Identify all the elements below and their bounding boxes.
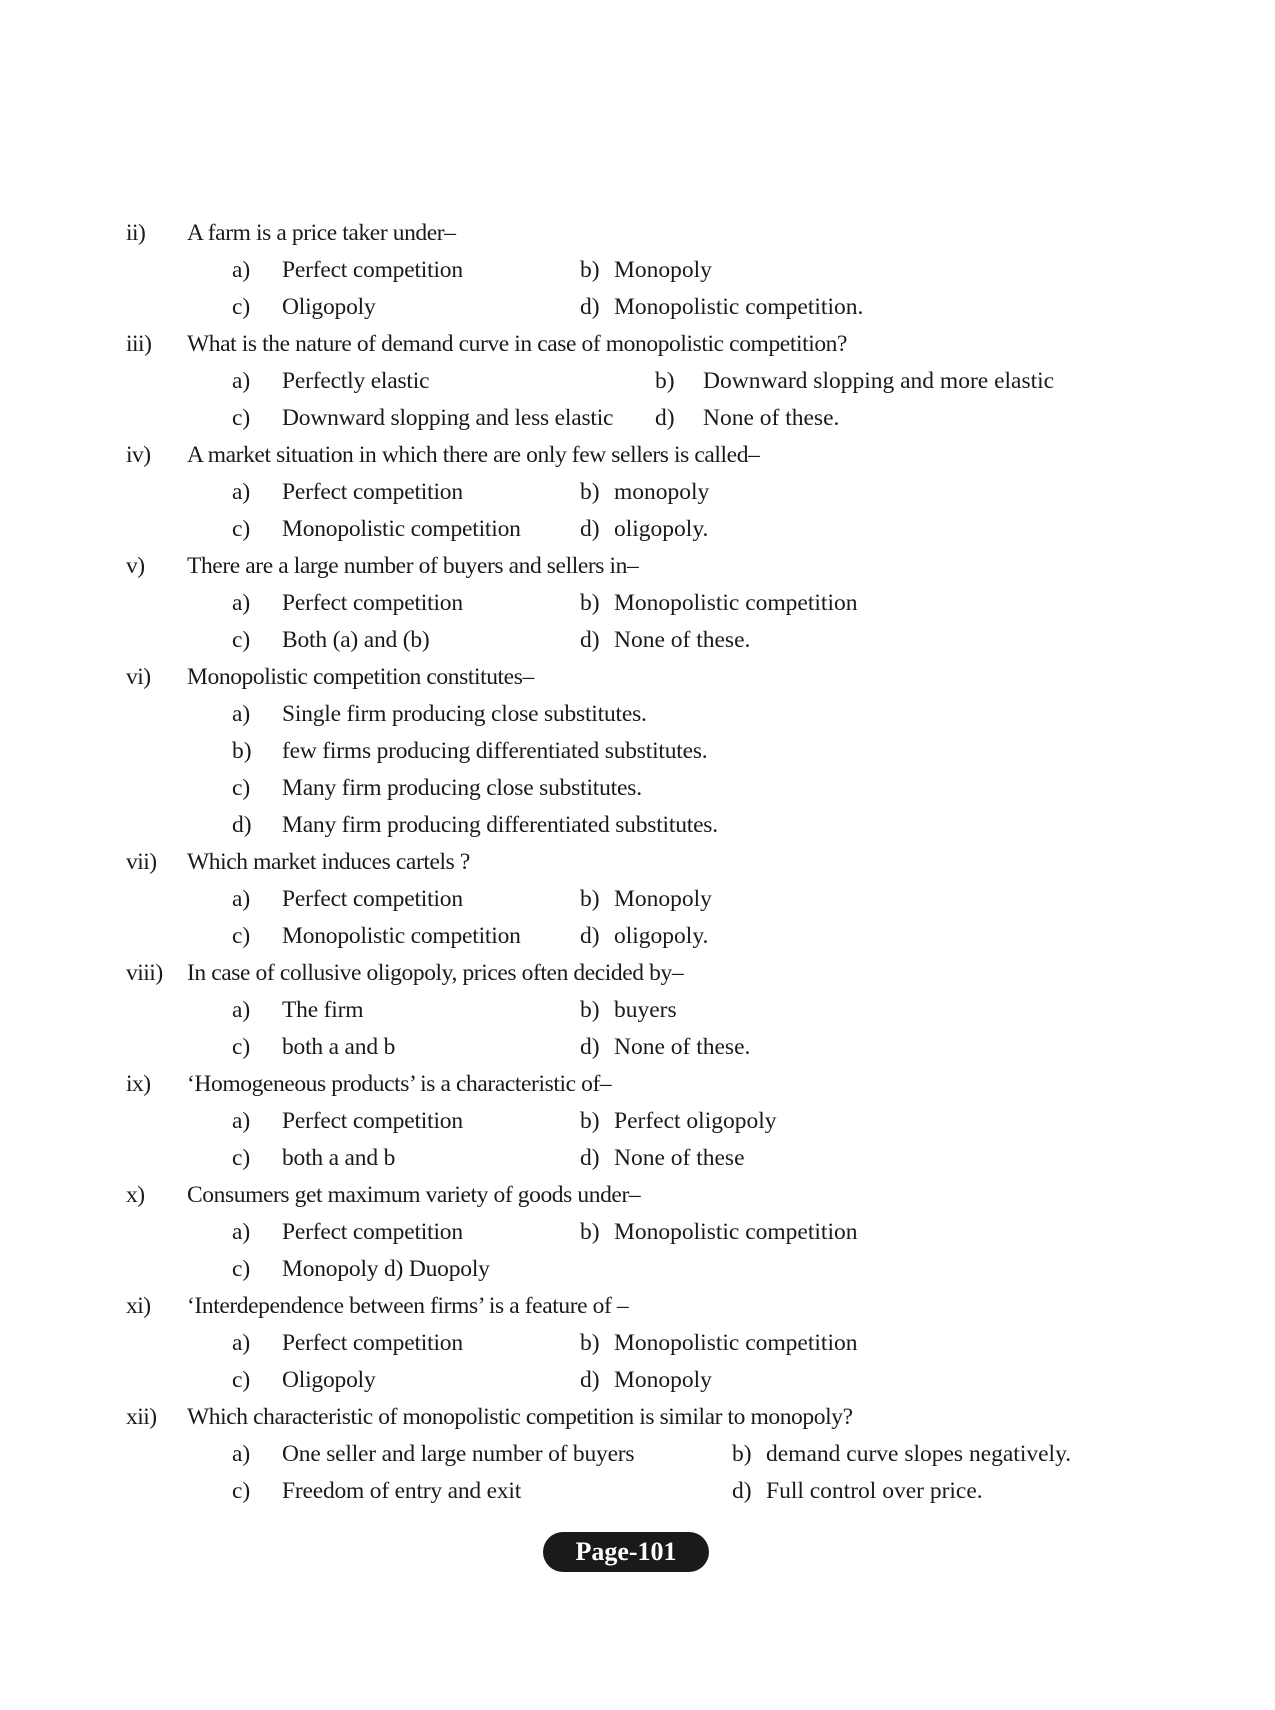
option-right <box>580 1029 750 1066</box>
option-text: Perfect competition <box>282 257 463 283</box>
option-right <box>655 400 839 437</box>
option-letter: d) <box>580 516 600 542</box>
option-letter: b) <box>655 368 675 394</box>
question-line <box>0 844 1275 881</box>
option-letter: b) <box>580 479 600 505</box>
option-row <box>0 1251 1275 1288</box>
option-letter: d) <box>580 1367 600 1393</box>
option-text: Monopoly <box>614 886 712 912</box>
option-letter: a) <box>232 997 251 1023</box>
option-text: Freedom of entry and exit <box>282 1478 522 1504</box>
option-letter: c) <box>232 1034 251 1060</box>
question-text: ‘Interdependence between firms’ is a feature of – <box>187 1293 629 1319</box>
question-number: xii) <box>126 1404 157 1430</box>
option-letter: a) <box>232 701 251 727</box>
option-text: Single firm producing close substitutes. <box>282 701 647 727</box>
question-number: ix) <box>126 1071 151 1097</box>
option-letter: b) <box>580 1330 600 1356</box>
page-number-badge: Page-101 <box>543 1532 709 1572</box>
option-letter: b) <box>580 886 600 912</box>
option-letter: a) <box>232 368 251 394</box>
option-text: oligopoly. <box>614 516 709 542</box>
option-right <box>580 474 709 511</box>
option-letter: c) <box>232 923 251 949</box>
option-text: None of these <box>614 1145 745 1171</box>
option-text: None of these. <box>703 405 840 431</box>
option-right <box>580 622 750 659</box>
question-number: vii) <box>126 849 157 875</box>
option-text: Monopoly <box>614 257 712 283</box>
option-letter: b) <box>580 997 600 1023</box>
option-text: Many firm producing close substitutes. <box>282 775 642 801</box>
option-letter: c) <box>232 516 251 542</box>
option-row <box>0 1214 1275 1251</box>
question-line <box>0 215 1275 252</box>
option-text: Perfect competition <box>282 1330 463 1356</box>
option-right <box>580 918 708 955</box>
option-text: Monopolistic competition <box>614 590 858 616</box>
option-letter: a) <box>232 1330 251 1356</box>
option-row <box>0 1362 1275 1399</box>
option-letter: d) <box>655 405 675 431</box>
option-row <box>0 807 1275 844</box>
question-line <box>0 659 1275 696</box>
option-letter: a) <box>232 257 251 283</box>
option-right <box>580 585 857 622</box>
question-number: v) <box>126 553 145 579</box>
option-text: Monopolistic competition. <box>614 294 864 320</box>
option-letter: d) <box>580 627 600 653</box>
question-text: Which market induces cartels ? <box>187 849 470 875</box>
option-letter: a) <box>232 886 251 912</box>
option-text: Perfect competition <box>282 590 463 616</box>
option-letter: c) <box>232 405 251 431</box>
option-row <box>0 289 1275 326</box>
option-text: Downward slopping and more elastic <box>703 368 1055 394</box>
question-number: viii) <box>126 960 163 986</box>
question-text: Which characteristic of monopolistic competition is similar to monopoly? <box>187 1404 853 1430</box>
option-letter: d) <box>580 923 600 949</box>
option-letter: c) <box>232 1145 251 1171</box>
question-number: x) <box>126 1182 145 1208</box>
option-text: Monopoly d) Duopoly <box>282 1256 490 1282</box>
option-text: The firm <box>282 997 364 1023</box>
option-letter: a) <box>232 1219 251 1245</box>
option-letter: c) <box>232 294 251 320</box>
option-right <box>580 511 708 548</box>
option-right <box>580 1214 857 1251</box>
option-row <box>0 733 1275 770</box>
option-row <box>0 622 1275 659</box>
option-text: Perfect competition <box>282 1108 463 1134</box>
option-text: buyers <box>614 997 677 1023</box>
option-row <box>0 918 1275 955</box>
option-letter: b) <box>580 1108 600 1134</box>
option-row <box>0 1029 1275 1066</box>
option-letter: d) <box>580 1034 600 1060</box>
option-letter: c) <box>232 1256 251 1282</box>
question-text: Consumers get maximum variety of goods under– <box>187 1182 641 1208</box>
option-text: Perfect competition <box>282 886 463 912</box>
option-letter: a) <box>232 590 251 616</box>
question-text: A farm is a price taker under– <box>187 220 456 246</box>
question-text: ‘Homogeneous products’ is a characteristic of– <box>187 1071 612 1097</box>
question-line <box>0 548 1275 585</box>
question-text: What is the nature of demand curve in case of monopolistic competition? <box>187 331 848 357</box>
option-text: Full control over price. <box>766 1478 983 1504</box>
option-row <box>0 511 1275 548</box>
option-text: Monopolistic competition <box>282 923 521 949</box>
option-row <box>0 474 1275 511</box>
option-text: Monopolistic competition <box>282 516 521 542</box>
option-letter: c) <box>232 627 251 653</box>
option-letter: c) <box>232 775 251 801</box>
option-text: Perfect oligopoly <box>614 1108 777 1134</box>
option-row <box>0 1103 1275 1140</box>
option-row <box>0 1325 1275 1362</box>
option-text: demand curve slopes negatively. <box>766 1441 1072 1467</box>
option-right <box>655 363 1054 400</box>
question-text: There are a large number of buyers and sellers in– <box>187 553 639 579</box>
option-text: Both (a) and (b) <box>282 627 430 653</box>
option-right <box>580 1103 777 1140</box>
question-line <box>0 1177 1275 1214</box>
option-text: None of these. <box>614 1034 751 1060</box>
option-letter: b) <box>232 738 252 764</box>
option-text: Many firm producing differentiated substitutes. <box>282 812 718 838</box>
option-row <box>0 1140 1275 1177</box>
question-text: Monopolistic competition constitutes– <box>187 664 534 690</box>
option-right <box>580 1325 857 1362</box>
option-text: Monopolistic competition <box>614 1219 858 1245</box>
option-letter: d) <box>580 294 600 320</box>
question-line <box>0 1399 1275 1436</box>
option-right <box>732 1436 1071 1473</box>
option-letter: b) <box>580 257 600 283</box>
option-text: One seller and large number of buyers <box>282 1441 635 1467</box>
option-letter: c) <box>232 1478 251 1504</box>
option-text: few firms producing differentiated substitutes. <box>282 738 708 764</box>
option-right <box>580 881 712 918</box>
option-letter: b) <box>580 1219 600 1245</box>
option-text: None of these. <box>614 627 751 653</box>
question-number: ii) <box>126 220 146 246</box>
question-number: xi) <box>126 1293 151 1319</box>
question-line <box>0 437 1275 474</box>
option-letter: c) <box>232 1367 251 1393</box>
option-row <box>0 363 1275 400</box>
option-right <box>580 289 863 326</box>
option-letter: d) <box>732 1478 752 1504</box>
option-letter: d) <box>232 812 252 838</box>
option-text: oligopoly. <box>614 923 709 949</box>
question-line <box>0 326 1275 363</box>
option-row <box>0 770 1275 807</box>
question-line <box>0 1066 1275 1103</box>
option-letter: a) <box>232 1108 251 1134</box>
option-text: both a and b <box>282 1145 396 1171</box>
option-right <box>580 1140 745 1177</box>
option-text: Oligopoly <box>282 1367 376 1393</box>
option-right <box>580 1362 712 1399</box>
option-letter: d) <box>580 1145 600 1171</box>
option-right <box>580 252 712 289</box>
question-text: A market situation in which there are only few sellers is called– <box>187 442 760 468</box>
option-text: both a and b <box>282 1034 396 1060</box>
option-right <box>732 1473 983 1510</box>
option-text: Perfectly elastic <box>282 368 430 394</box>
option-text: monopoly <box>614 479 710 505</box>
option-row <box>0 1473 1275 1510</box>
option-row <box>0 400 1275 437</box>
question-number: iv) <box>126 442 151 468</box>
option-text: Monopolistic competition <box>614 1330 858 1356</box>
option-row <box>0 992 1275 1029</box>
option-row <box>0 881 1275 918</box>
option-row <box>0 696 1275 733</box>
option-text: Monopoly <box>614 1367 712 1393</box>
option-text: Oligopoly <box>282 294 376 320</box>
question-text: In case of collusive oligopoly, prices often decided by– <box>187 960 684 986</box>
option-right <box>580 992 677 1029</box>
option-row <box>0 585 1275 622</box>
option-row <box>0 252 1275 289</box>
question-line <box>0 955 1275 992</box>
option-text: Perfect competition <box>282 1219 463 1245</box>
question-number: vi) <box>126 664 151 690</box>
option-letter: a) <box>232 479 251 505</box>
question-line <box>0 1288 1275 1325</box>
question-number: iii) <box>126 331 152 357</box>
option-letter: b) <box>580 590 600 616</box>
option-text: Downward slopping and less elastic <box>282 405 614 431</box>
option-row <box>0 1436 1275 1473</box>
option-letter: b) <box>732 1441 752 1467</box>
option-letter: a) <box>232 1441 251 1467</box>
option-text: Perfect competition <box>282 479 463 505</box>
